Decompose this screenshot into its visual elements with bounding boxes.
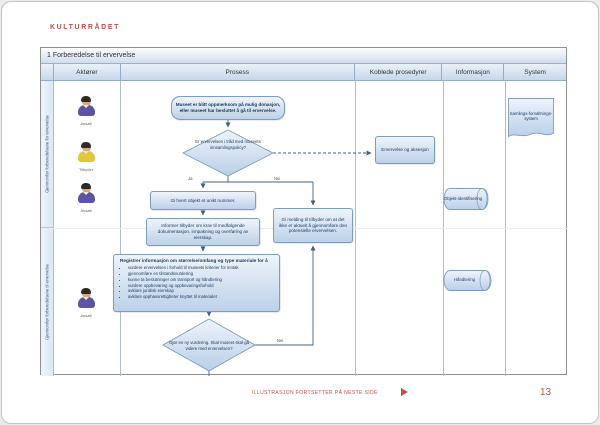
swimlane-2-label: Gjennomfør forberedelsene til ervervelse	[44, 264, 50, 340]
column-header-row	[41, 64, 566, 81]
information-group-2-label: Håndtering	[453, 277, 476, 283]
system-label: Samlings-forvaltnings-system	[509, 110, 553, 121]
branch-label-nei: Nei	[274, 176, 281, 181]
register-bullet: • vurdere ervervelsen i forhold til museets kriterier for inntak	[128, 265, 275, 271]
page-number: 13	[540, 387, 552, 398]
actor-label: Tilbyder	[78, 167, 94, 172]
lane-strip-header	[41, 64, 53, 81]
column-header-informasjon: Informasjon	[441, 64, 503, 81]
actor-label: Ansatt	[80, 208, 92, 213]
register-bullet: • kunne ta beslutninger om transport og håndtering	[128, 277, 275, 283]
column-header-koblede-prosedyrer: Koblede prosedyrer	[354, 64, 442, 81]
decision1-text: Er ervervelsen i tråd med museets innsamlingspolicy?	[195, 139, 261, 150]
diagram-title: 1 Forberedelse til ervervelse	[41, 48, 566, 64]
notify-decline-node: Gi melding til tilbyder om at det ikke er aktuelt å gjennomføre den potensielle ervervelsen.	[273, 208, 353, 243]
column-header-aktorer: Aktører	[53, 64, 120, 81]
branch-label-ja: Ja	[188, 176, 193, 181]
register-bullet: • gjennomføre en tilstandsvurdering	[128, 271, 275, 277]
register-information-node	[113, 254, 280, 312]
inform-requirements-node: Informer tilbyder om krav til medfølgende dokumentasjon, innpakning og overføring av eierskap.	[146, 218, 260, 246]
document-page	[1, 1, 599, 424]
register-bullet: • avklare juridisk eierskap	[128, 288, 275, 294]
register-bullet-list	[122, 265, 275, 300]
linked-procedure-node: Ervervelse og aksesjon	[375, 136, 435, 164]
connector-decision1-split	[203, 176, 313, 182]
information-group-1-label: Objekt-identifisering	[444, 196, 482, 202]
continuation-arrow-icon	[401, 388, 408, 396]
decision2-text: Gjør en ny vurdering. Skal museet skal gå videre med ervervelsen?	[168, 340, 249, 351]
register-title: Registrer informasjon om størrelse/omfang og type materiale for å	[120, 258, 268, 263]
swimlane-1-label: Gjennomfør forberedelsene for ervervelse	[44, 115, 50, 193]
flowchart-frame	[40, 47, 567, 375]
branch-label-nei: Nei	[277, 338, 284, 343]
start-node: Museet er blitt oppmerksom på mulig donasjon, eller museet har besluttet å gå til ervervelse.	[171, 96, 285, 120]
column-header-prosess: Prosess	[120, 64, 354, 81]
continuation-note: ILLUSTRASJON FORTSETTER PÅ NESTE SIDE	[252, 390, 378, 396]
actor-label: Ansatt	[80, 313, 92, 318]
kulturradet-logo-text: KULTURRÅDET	[50, 24, 120, 31]
register-bullet: • avklare opphavsrettigheter knyttet til materialet	[128, 294, 275, 300]
column-header-system: System	[503, 64, 566, 81]
actor-label: Ansatt	[80, 121, 92, 126]
assign-number-node: Gi hvert objekt et unikt nummer.	[150, 191, 256, 210]
register-bullet: • vurdere oppbevaring og oppbevaringsforhold	[128, 283, 275, 289]
